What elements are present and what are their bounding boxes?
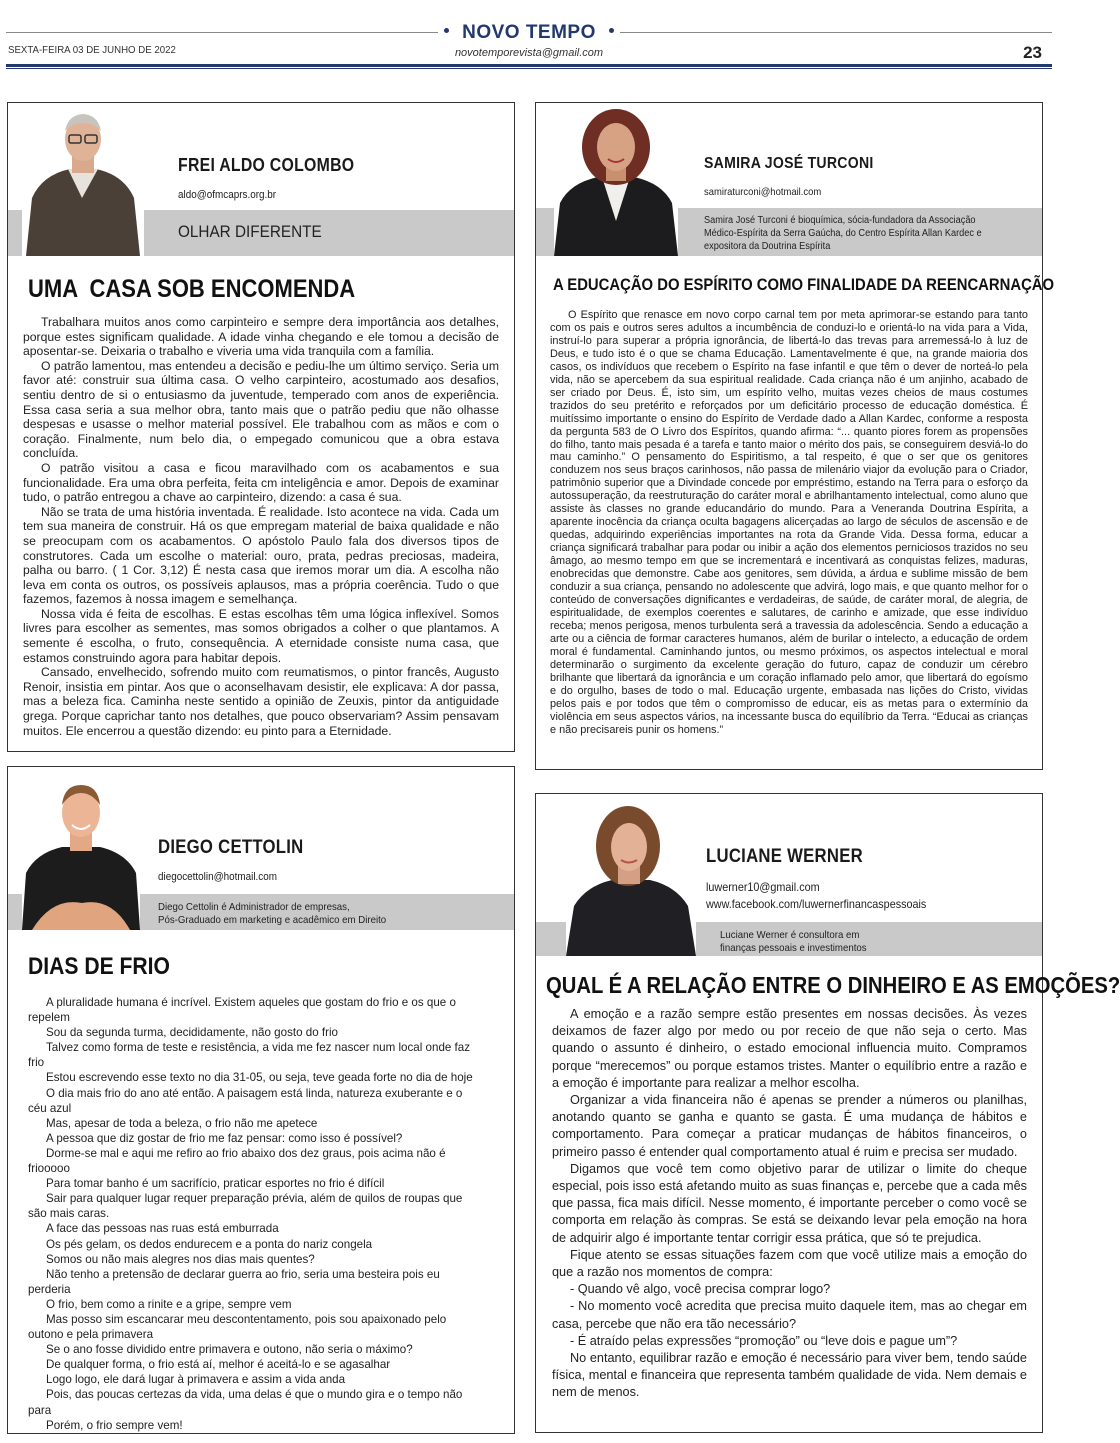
paragraph: A pessoa que diz gostar de frio me faz pensar: como isso é possível? [46,1131,403,1145]
page-header [0,0,1058,72]
bio-line: finanças pessoais e investimentos [720,942,867,954]
paragraph: Não se trata de uma história inventada. É realidade. Isto acontece na vida. Cada um tem sua maneira de construir. Há os que empregam material de baixa qualidade e não se preocupam com os acabamentos. O apóstolo Paulo fala dos diversos tipos de construtores. Cada um escolhe o material: ouro, prata, pedras preciosas, madeira, palha ou barro. ( 1 Cor. 3,12) É nesta casa que iremos morar um dia. A escolha não leva em conta os outros, os possíveis aplausos, mas a própria coerência. Tudo o que fazemos, fazemos à nossa imagem e semelhança. [23,504,499,607]
page-number: 23 [1023,43,1042,62]
paragraph: Cansado, envelhecido, sofrendo muito com reumatismos, o pintor francês, Augusto Renoir, insistia em pintar. Aos que o aconselhavam desistir, ele explicava: A dor passa, mas a beleza fica. Caminha neste sentido a opinião de Zeuxis, pintor da antiguidade grega. Porque caprichar tanto nos detalhes, que pouco observariam? Assim pensavam muitos. Ele encerrou a questão dizendo: eu pinto para a Eternidade. [23,665,499,738]
author-photo [22,777,140,930]
paragraph: Para tomar banho é um sacrifício, praticar esportes no frio é difícil [46,1177,385,1191]
masthead: NOVO TEMPO [462,22,596,43]
bio-line: expositora da Doutrina Espírita [704,241,831,252]
article-diego [7,766,515,1434]
author-bio [158,901,386,927]
paragraph: O Espírito que renasce em novo corpo carnal tem por meta aprimorar-se estando para tanto com os pais e outros seres adultos a incumbência de conduzi-lo e orientá-lo na vida para a Vida, instruí-lo para superar a própria ignorância, de libertá-lo das trevas para arremessá-lo à luz de Deus, e tudo isto é o que se chama Educação. Lamentavelmente é que, na grande maioria dos casos, os indivíduos que recebem o Espírito na fase infantil e que têm o dever de norteá-lo pela vida, não se apercebem da sua espiritual realidade. Cada criança não é um anjinho, acabado de ser criado por Deus. É, isto sim, um espírito velho, muitas vezes cheios de maus costumes trazidos do seu pretérito e reforçados por um deficitário processo de educação doméstica. É muitíssimo importante o ensino do Espírito de Verdade dado a Allan Kardec, conforme a resposta da pergunta 583 de O Livro dos Espíritos, quando afirma: “... quanto piores forem as propensões do filho, tanto mais pesada é a tarefa e tanto maior o mérito dos pais, se conseguirem desviá-lo do mau caminho.” O pensamento do Espiritismo, a tal respeito, é que o ser que os genitores conduzem nos seus braços carinhosos, não passa de milenário viajor da evolução para o Criador, patrimônio superior que a Divindade concede por empréstimo, estando na Terra para o esforço da autossuperação, da reestruturação do caráter moral e abrilhantamento intelectual, como aluno que assiste às classes no grande educandário do mundo. Para a Veneranda Doutrina Espírita, a aparente inocência da criança oculta bagagens alicerçadas ao largo de séculos de ascensão e de quedas, adquirindo experiências importantes na rota da Grande Vida. Dessa forma, educar a criança significará trabalhar para podar ou inibir a ação dos elementos perniciosos trazidos no seu âmago, ao mesmo tempo em que se incrementará e incentivará as conquistas felizes, maduras, enobrecidas que demonstre. Cabe aos genitores, sem dúvida, a árdua e sublime missão de bem conduzir a sua criança, pensando no adolescente que advirá, logo mais, e que quanto melhor for o conteúdo de conversações dignificantes e verdadeiras, de saúde, de caráter moral, de alegria, de espiritualidade, de exemplos coerentes e salutares, de carinho e amizade, que esse indivíduo receba; menos perigosa, menos turbulenta será a travessia da adolescência. Sendo a educação a arte ou a ciência de formar caracteres humanos, além de burilar o intelecto, a educação de ordem moral é fundamental. Caminhando juntos, ou mesmo próximos, os aspectos intelectual e moral determinarão o surgimento da excelente geração do futuro, capaz de conduzir um cérebro brilhante que libertará da ignorância e um coração inflamado pelo amor, que libertará do egoísmo e do orgulho, bases de todo o mal. Educação urgente, embasada nas lições do Cristo, vividas pelos pais e por todos que têm o compromisso de educar, eis as metas para o extermínio da violência em seus aspectos vários, na incessante busca do equilíbrio da Terra. “Educai as crianças e não precisareis punir os homens.” [550,309,1028,736]
paragraph: Dorme-se mal e aqui me refiro ao frio abaixo dos dez graus, pois acima não é friooooo [28,1146,446,1176]
paragraph: - É atraído pelas expressões “promoção” ou “leve dois e pague um”? [570,1333,958,1348]
author-bio [720,929,867,955]
header-bar [6,64,1052,67]
header-email: novotemporevista@gmail.com [454,47,604,59]
bio-line: Médico-Espírita da Serra Gaúcha, do Centro Espírita Allan Kardec e [704,228,982,239]
bio-line: Diego Cettolin é Administrador de empresas, [158,901,350,913]
article-samira [535,102,1055,770]
author-photo [22,103,144,256]
paragraph: Sou da segunda turma, decididamente, não gosto do frio [46,1026,338,1040]
paragraph: A emoção e a razão sempre estão presentes em nossas decisões. Às vezes deixamos de fazer algo por medo ou por receio de que não seja o certo. Mas quando o assunto é dinheiro, o estado emocional influencia muito. Compramos porque “merecemos” ou porque estamos tristes. Manter o equilíbrio entre a razão e a emoção é importante para realizar a melhor escolha. [552,1007,1027,1090]
author-name: SAMIRA JOSÉ TURCONI [704,155,874,172]
paragraph: Sair para qualquer lugar requer preparação prévia, além de quilos de roupas que são mais caras. [28,1192,463,1221]
author-bio [704,214,982,253]
paragraph: No entanto, equilibrar razão e emoção é necessário para viver bem, tendo saúde física, mental e financeira que representa também qualidade de vida. Nem demais e nem de menos. [552,1351,1027,1400]
paragraph: Pois, das poucas certezas da vida, uma delas é que o mundo gira e o tempo não para [28,1388,463,1417]
author-name: DIEGO CETTOLIN [158,837,304,858]
column-name: OLHAR DIFERENTE [178,222,322,241]
paragraph: Mas, apesar de toda a beleza, o frio não me apetece [46,1116,318,1130]
paragraph: Organizar a vida financeira não é apenas se prender a números ou planilhas, anotando quanto se ganha e quanto se gasta. É uma mudança de hábitos e comportamento. Para começar a praticar mudanças de hábitos financeiros, o primeiro passo é entender qual comportamento atual é ruim e precisa ser mudado. [552,1093,1027,1159]
article-frei-aldo [7,102,515,752]
header-bar-thin [6,68,1052,69]
paragraph: Talvez como forma de teste e resistência, a vida me fez nascer num local onde faz frio [28,1041,471,1070]
paragraph: Se o ano fosse dividido entre primavera e outono, não seria o máximo? [46,1343,413,1357]
paragraph: Trabalhara muitos anos como carpinteiro e sempre dera importância aos detalhes, porque estes significam qualidade. A idade vinha chegando e ele tomou a decisão de aposentar-se. Deixaria o trabalho e viveria uma vida tranquila com a família. [23,315,499,359]
paragraph: Não tenho a pretensão de declarar guerra ao frio, seria uma besteira pois eu perderia [28,1267,440,1296]
paragraph: O dia mais frio do ano até então. A paisagem está linda, natureza exuberante e o céu azul [28,1086,463,1115]
article-body [28,995,478,1433]
bio-line: Pós-Graduado em marketing e acadêmico em Direito [158,914,387,926]
paragraph: O patrão lamentou, mas entendeu a decisão e pediu-lhe um último serviço. Seria um favor até: construir sua última casa. O velho carpinteiro, acostumado aos desafios, sentiu dentro de si o entusiasmo da juventude, temperado com anos de experiência. Essa casa seria a sua melhor obra, tanto mais que o patrão pediu que não olhasse despesas e usasse o melhor material possível. Ele trabalhou com as mãos e com o coração. Finalmente, num belo dia, o empegado comunicou que a obra estava concluída. [23,358,499,461]
author-name: LUCIANE WERNER [706,846,863,867]
author-email: diegocettolin@hotmail.com [158,871,278,883]
article-title: UMA CASA SOB ENCOMENDA [28,275,356,303]
paragraph: Somos ou não mais alegres nos dias mais quentes? [46,1252,315,1266]
paragraph: Os pés gelam, os dedos endurecem e a ponta do nariz congela [46,1237,373,1251]
bio-line: Luciane Werner é consultora em [720,929,860,941]
article-body [552,1006,1027,1402]
paragraph: Nossa vida é feita de escolhas. E estas escolhas têm uma lógica inflexível. Somos livres para escolher as sementes, mas somos obrigados a colher o que plantamos. A semente é escolha, o fruto, consequência. A eternidade consiste numa casa, que estamos construindo agora para habitar depois. [23,606,499,665]
article-luciane [535,793,1120,1433]
paragraph: Digamos que você tem como objetivo parar de utilizar o limite do cheque especial, pois isso está afetando muito as suas finanças e, percebe que a cada mês que passa, fica mais difícil. Nesse momento, é importante perceber o como você se comporta em relação às compras. Se está se deixando levar pela emoção na hora de adquirir algo é importante tentar corrigir essa prática, que só te prejudica. [552,1161,1027,1245]
author-website[interactable]: www.facebook.com/luwernerfinancaspessoais [706,897,927,911]
paragraph: - No momento você acredita que precisa muito daquele item, mas ao chegar em casa, percebe que não era tão necessário? [552,1299,1027,1331]
article-body [23,315,499,738]
author-email: samiraturconi@hotmail.com [704,186,822,198]
article-title: A EDUCAÇÃO DO ESPÍRITO COMO FINALIDADE DA REENCARNAÇÃO [553,276,1055,294]
paragraph: O frio, bem como a rinite e a gripe, sempre vem [46,1297,292,1311]
author-email: aldo@ofmcaprs.org.br [178,189,277,201]
paragraph: Estou escrevendo esse texto no dia 31-05, ou seja, teve geada forte no dia de hoje [46,1071,473,1085]
author-photo [554,103,678,256]
author-name: FREI ALDO COLOMBO [178,155,355,175]
paragraph: A pluralidade humana é incrível. Existem aqueles que gostam do frio e os que o repelem [28,996,456,1025]
paragraph: Mas posso sim escancarar meu descontentamento, pois sou apaixonado pelo outono e pela primavera [28,1312,447,1342]
paragraph: Porém, o frio sempre vem! [46,1418,183,1432]
issue-date: SEXTA-FEIRA 03 DE JUNHO DE 2022 [8,44,176,56]
paragraph: - Quando vê algo, você precisa comprar logo? [570,1282,831,1297]
paragraph: A face das pessoas nas ruas está emburrada [46,1222,279,1236]
author-photo [566,802,696,956]
article-title: QUAL É A RELAÇÃO ENTRE O DINHEIRO E AS EMOÇÕES? [546,972,1120,998]
bio-line: Samira José Turconi é bioquímica, sócia-fundadora da Associação [704,215,976,226]
paragraph: Logo logo, ele dará lugar à primavera e assim a vida anda [46,1373,346,1387]
article-body [550,309,1028,736]
paragraph: De qualquer forma, o frio está aí, melhor é aceitá-lo e se agasalhar [46,1358,391,1372]
paragraph: Fique atento se essas situações fazem com que você utilize mais a emoção do que a razão nos momentos de compra: [552,1247,1027,1280]
article-title: DIAS DE FRIO [28,953,170,980]
paragraph: O patrão visitou a casa e ficou maravilhado com os acabamentos e sua funcionalidade. Era uma obra perfeita, feita cm inteligência e amor. Depois de examinar tudo, o patrão entregou a chave ao carpinteiro, dizendo: a casa é sua. [23,460,499,505]
author-email: luwerner10@gmail.com [706,880,820,894]
